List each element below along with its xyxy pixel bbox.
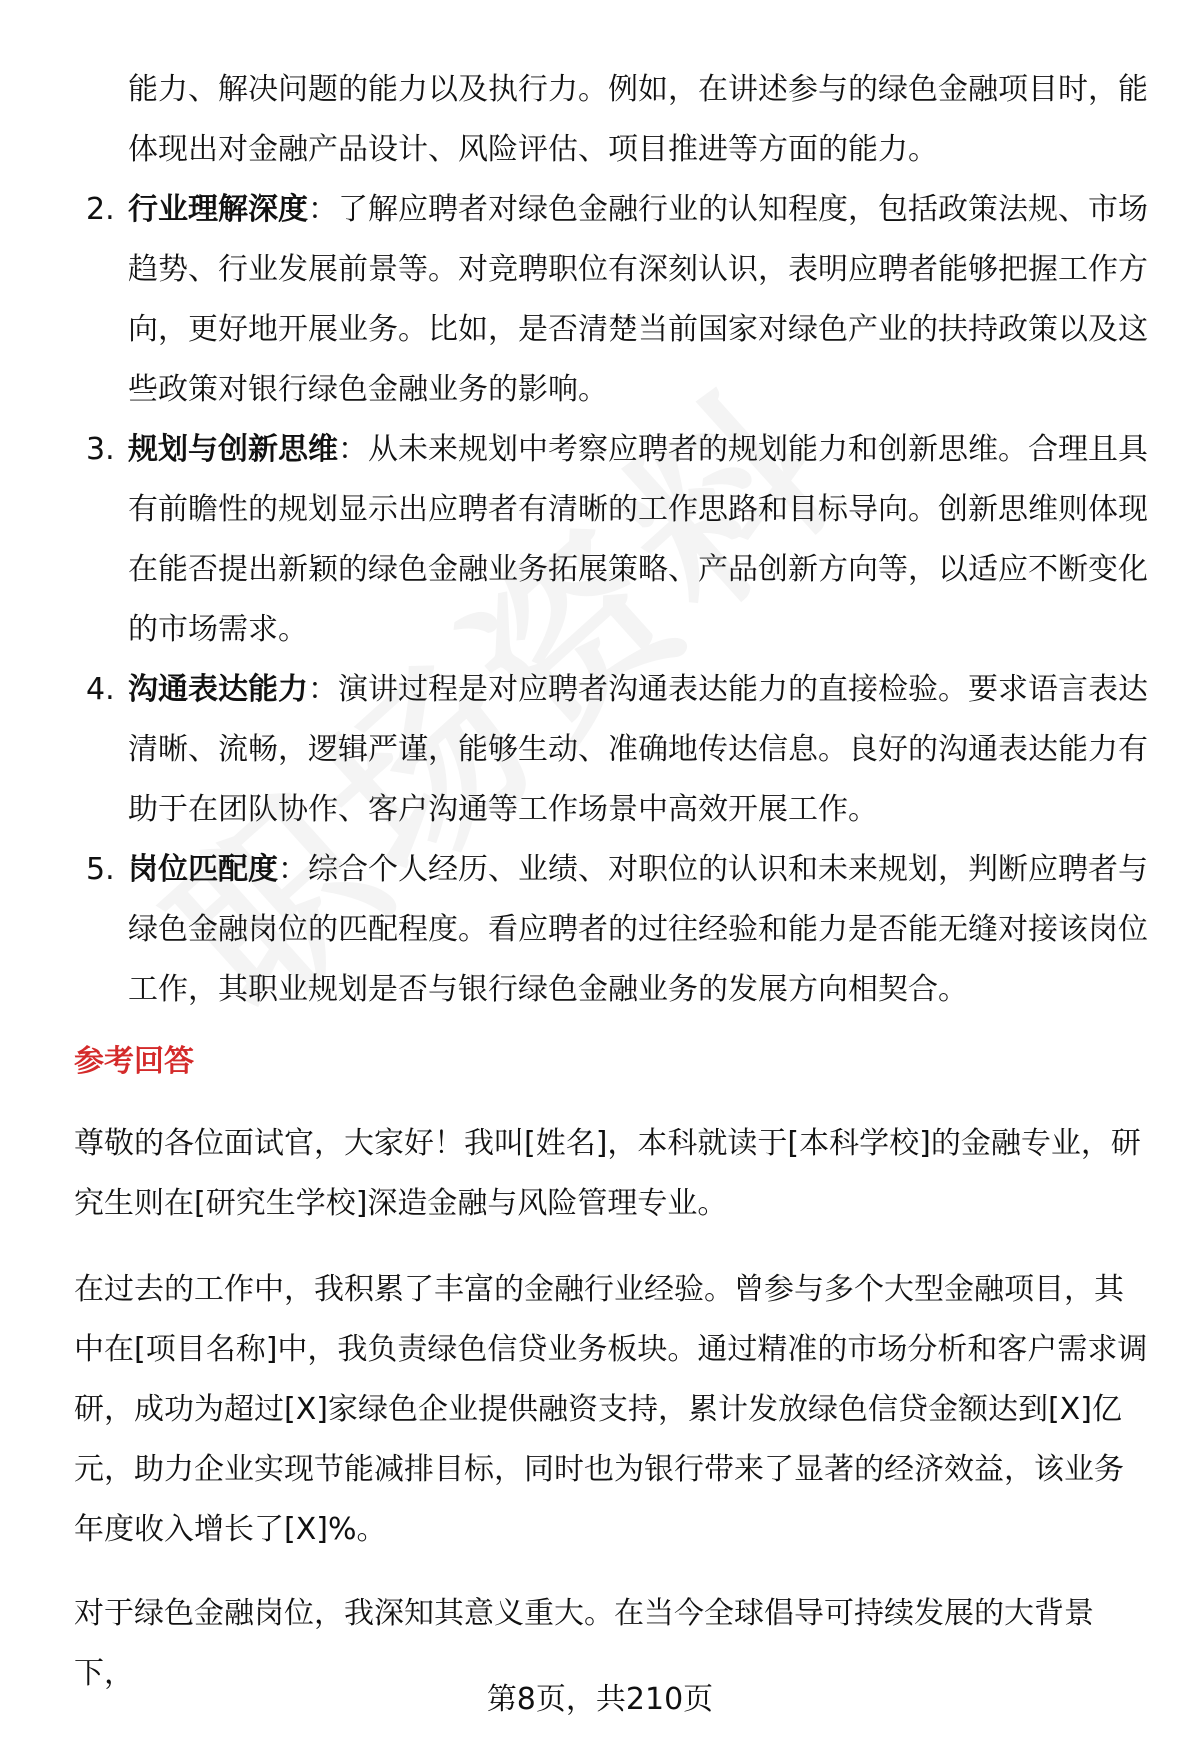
list-item [0,420,1148,660]
continuation-paragraph: 能力、解决问题的能力以及执行力。例如，在讲述参与的绿色金融项目时，能体现出对金融产品设计、风险评估、项目推进等方面的能力。 [128,72,1148,167]
list-text: ：从未来规划中考察应聘者的规划能力和创新思维。合理且具有前瞻性的规划显示出应聘者有清晰的工作思路和目标导向。创新思维则体现在能否提出新颖的绿色金融业务拓展策略、产品创新方向等，以适应不断变化的市场需求。 [128,432,1148,647]
list-term: 规划与创新思维 [128,432,338,467]
answer-paragraph: 尊敬的各位面试官，大家好！我叫[姓名]，本科就读于[本科学校]的金融专业，研究生则在[研究生学校]深造金融与风险管理专业。 [74,1126,1141,1221]
answer-paragraph: 对于绿色金融岗位，我深知其意义重大。在当今全球倡导可持续发展的大背景下， [74,1596,1094,1691]
list-text: ：综合个人经历、业绩、对职位的认识和未来规划，判断应聘者与绿色金融岗位的匹配程度。看应聘者的过往经验和能力是否能无缝对接该岗位工作，其职业规划是否与银行绿色金融业务的发展方向相契合。 [128,852,1148,1007]
list-text: ：了解应聘者对绿色金融行业的认知程度，包括政策法规、市场趋势、行业发展前景等。对竞聘职位有深刻认识，表明应聘者能够把握工作方向，更好地开展业务。比如，是否清楚当前国家对绿色产业的扶持政策以及这些政策对银行绿色金融业务的影响。 [128,192,1148,407]
list-number: 2. [86,192,115,227]
reference-answer-heading: 参考回答 [74,1044,194,1079]
criteria-list [0,180,1200,1020]
list-item [0,660,1148,840]
list-term: 岗位匹配度 [128,852,278,887]
list-number: 3. [86,432,115,467]
list-term: 行业理解深度 [128,192,308,227]
list-number: 4. [86,672,115,707]
list-item [0,840,1148,1020]
list-number: 5. [86,852,115,887]
list-text: ：演讲过程是对应聘者沟通表达能力的直接检验。要求语言表达清晰、流畅，逻辑严谨，能够生动、准确地传达信息。良好的沟通表达能力有助于在团队协作、客户沟通等工作场景中高效开展工作。 [128,672,1148,827]
answer-paragraph: 在过去的工作中，我积累了丰富的金融行业经验。曾参与多个大型金融项目，其中在[项目名称]中，我负责绿色信贷业务板块。通过精准的市场分析和客户需求调研，成功为超过[X]家绿色企业提供融资支持，累计发放绿色信贷金额达到[X]亿元，助力企业实现节能减排目标，同时也为银行带来了显著的经济效益，该业务年度收入增长了[X]%。 [74,1272,1148,1547]
list-term: 沟通表达能力 [128,672,308,707]
page-number-footer: 第8页，共210页 [486,1682,714,1717]
list-item [0,180,1148,420]
